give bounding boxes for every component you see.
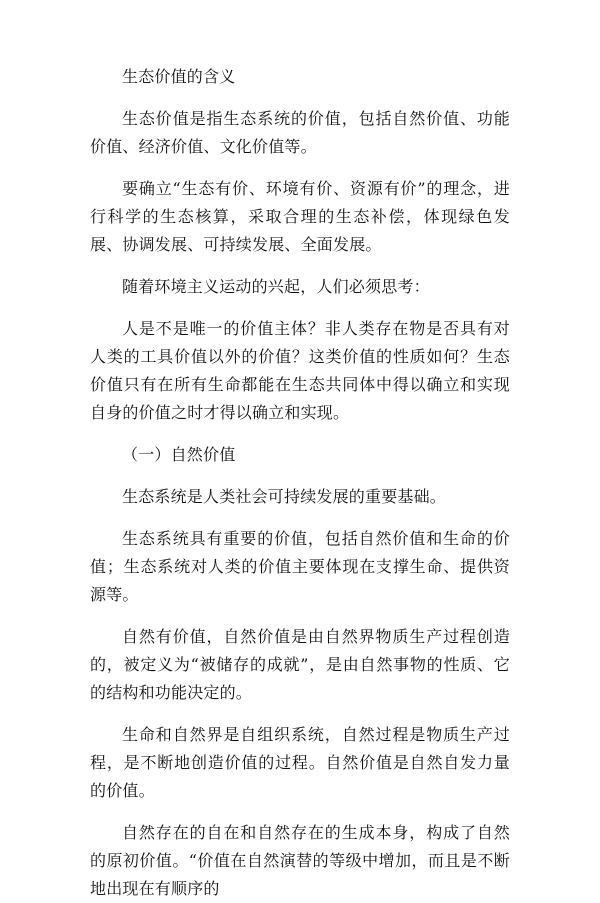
section-heading: 生态价值的含义: [122, 67, 236, 86]
paragraph-natural-value: 自然有价值，自然价值是由自然界物质生产过程创造的，被定义为“被储存的成就”，是由自然事物的性质、它的结构和功能决定的。: [90, 627, 510, 702]
paragraph-ecosystem-value: 生态系统具有重要的价值，包括自然价值和生命的价值；生态系统对人类的价值主要体现在支撑生命、提供资源等。: [90, 529, 510, 604]
paragraph-questions: 人是不是唯一的价值主体？非人类存在物是否具有对人类的工具价值以外的价值？这类价值的性质如何？生态价值只有在所有生命都能在生态共同体中得以确立和实现自身的价值之时才得以确立和实现。: [90, 319, 510, 422]
paragraph-concept: 要确立“生态有价、环境有价、资源有价”的理念，进行科学的生态核算，采取合理的生态补偿，体现绿色发展、协调发展、可持续发展、全面发展。: [90, 179, 510, 254]
paragraph-question-intro: 随着环境主义运动的兴起，人们必须思考：: [122, 277, 430, 296]
paragraph-definition: 生态价值是指生态系统的价值，包括自然价值、功能价值、经济价值、文化价值等。: [90, 109, 510, 156]
paragraph-self-organization: 生命和自然界是自组织系统，自然过程是物质生产过程，是不断地创造价值的过程。自然价值是自然自发力量的价值。: [90, 725, 510, 800]
subsection-heading: （一）自然价值: [122, 445, 236, 464]
paragraph-foundation: 生态系统是人类社会可持续发展的重要基础。: [122, 487, 447, 506]
paragraph-original-value: 自然存在的自在和自然存在的生成本身，构成了自然的原初价值。“价值在自然演替的等级中增加，而且是不断地出现在有顺序的: [90, 823, 510, 898]
